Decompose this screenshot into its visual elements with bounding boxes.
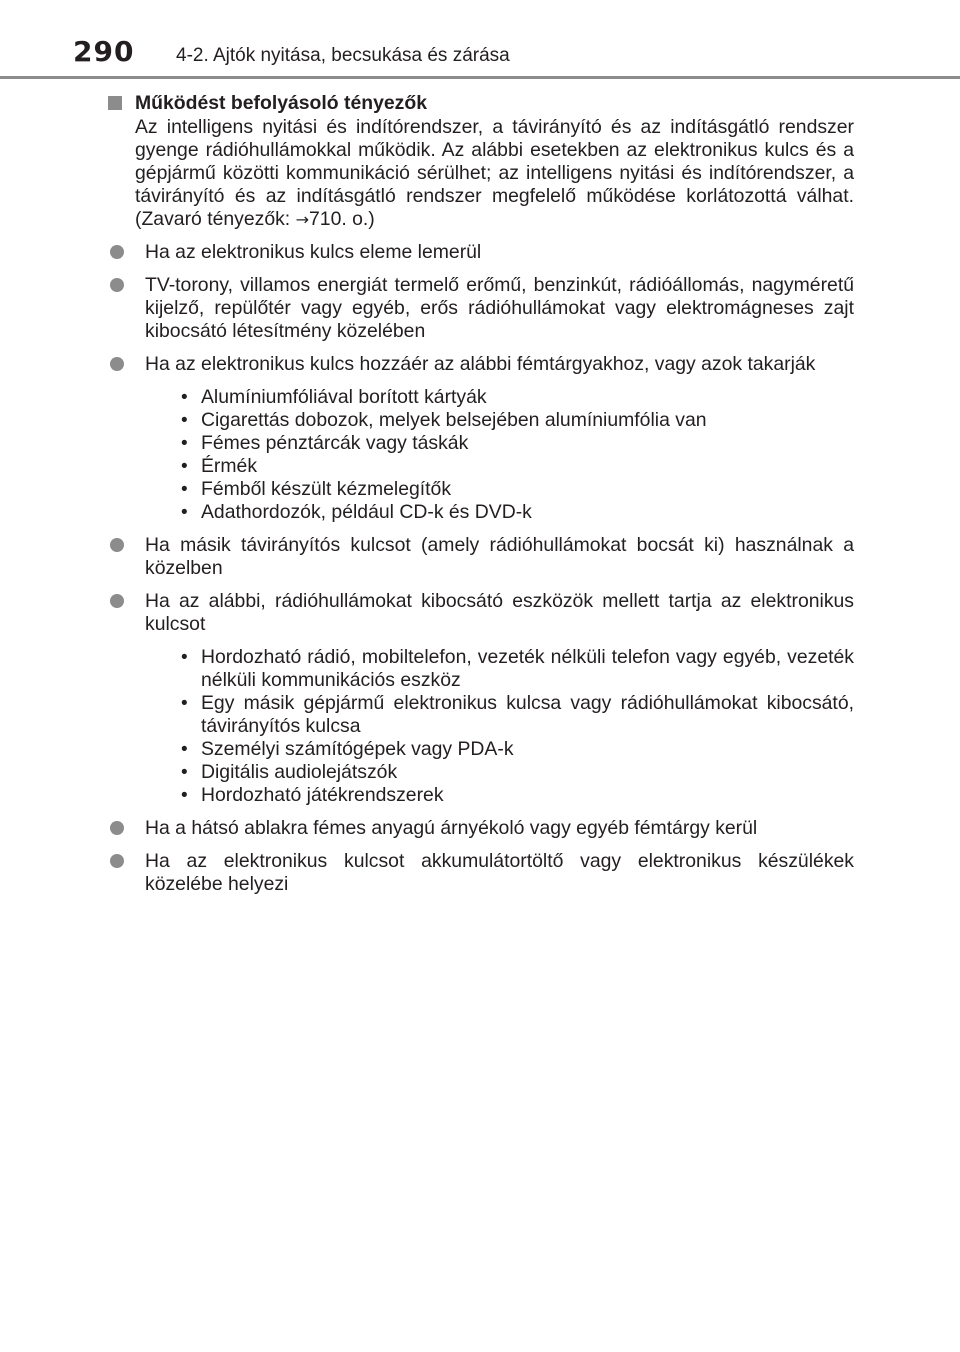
circle-bullet-icon [110,854,124,868]
sub-list-item [173,692,854,738]
sub-list-item [173,478,854,501]
list-item-text: Ha az elektronikus kulcs eleme lemerül [145,241,482,263]
reference-page: 710. o.) [309,208,375,230]
dot-bullet-icon: • [181,693,188,714]
sub-list-item [173,409,854,432]
intro-text: Az intelligens nyitási és indítórendszer, a távirányító és az indításgátló rendszer gyenge rádióhullámokkal működik. Az alábbi esetekben az elektronikus kulcs és a gépjármű közötti kommunikáció sérülhet; az intelligens nyitási és indítórendszer, a távirányító és az indításgátló rendszer megfelelő működése korlátozottá válhat. (Zavaró tényezők: [135,116,854,230]
dot-bullet-icon: • [181,647,188,668]
metal-objects-list [145,386,854,524]
sub-list-item-text: Fémes pénztárcák vagy táskák [201,432,469,454]
sub-list-item-text: Digitális audiolejátszók [201,761,398,783]
dot-bullet-icon: • [181,762,188,783]
list-item-text: Ha az elektronikus kulcs hozzáér az alábbi fémtárgyakhoz, vagy azok takarják [145,353,816,375]
sub-list-item [173,784,854,807]
list-item-text: Ha másik távirányítós kulcsot (amely rádióhullámokat bocsát ki) használnak a közelben [145,534,854,579]
dot-bullet-icon: • [181,433,188,454]
dot-bullet-icon: • [181,479,188,500]
sub-list-item-text: Adathordozók, például CD-k és DVD-k [201,501,532,523]
sub-list-item-text: Cigarettás dobozok, melyek belsejében alumíniumfólia van [201,409,707,431]
sub-list-item-text: Fémből készült kézmelegítők [201,478,452,500]
list-item-text: Ha az elektronikus kulcsot akkumulátortöltő vagy elektronikus készülékek közelébe helyezi [145,850,854,895]
list-item-text: TV-torony, villamos energiát termelő erőmű, benzinkút, rádióállomás, nagyméretű kijelző, repülőtér vagy egyéb, erős rádióhullámokat vagy elektromágneses zajt kibocsátó létesítmény közelében [145,274,854,342]
condition-list [108,241,854,896]
dot-bullet-icon: • [181,456,188,477]
sub-list-item [173,455,854,478]
sub-list-item-text: Személyi számítógépek vagy PDA-k [201,738,514,760]
dot-bullet-icon: • [181,785,188,806]
header-divider [0,76,960,79]
sub-list-item-text: Érmék [201,455,258,477]
circle-bullet-icon [110,821,124,835]
dot-bullet-icon: • [181,739,188,760]
list-item-text: Ha a hátsó ablakra fémes anyagú árnyékoló vagy egyéb fémtárgy kerül [145,817,758,839]
dot-bullet-icon: • [181,502,188,523]
reference-arrow-icon: → [295,210,309,229]
circle-bullet-icon [110,538,124,552]
sub-list-item [173,501,854,524]
radio-devices-list [145,646,854,807]
list-item [108,353,854,524]
list-item [108,241,854,264]
sub-list-item-text: Egy másik gépjármű elektronikus kulcsa vagy rádióhullámokat kibocsátó, távirányítós kulcsa [201,692,854,737]
list-item [108,534,854,580]
sub-list-item [173,386,854,409]
list-item [108,274,854,343]
square-bullet-icon [108,96,122,110]
circle-bullet-icon [110,357,124,371]
circle-bullet-icon [110,245,124,259]
sub-list-item-text: Hordozható játékrendszerek [201,784,444,806]
section-heading [108,92,854,116]
page-number: 290 [73,35,135,68]
sub-list-item [173,432,854,455]
list-item [108,817,854,840]
intro-paragraph [108,116,854,231]
page-header [0,0,960,80]
circle-bullet-icon [110,278,124,292]
list-item [108,850,854,896]
dot-bullet-icon: • [181,410,188,431]
sub-list-item-text: Alumíniumfóliával borított kártyák [201,386,487,408]
sub-list-item [173,761,854,784]
chapter-title: 4-2. Ajtók nyitása, becsukása és zárása [176,45,510,66]
section-heading-text: Működést befolyásoló tényezők [135,92,427,114]
sub-list-item [173,738,854,761]
list-item [108,590,854,807]
dot-bullet-icon: • [181,387,188,408]
list-item-text: Ha az alábbi, rádióhullámokat kibocsátó eszközök mellett tartja az elektronikus kulcsot [145,590,854,635]
circle-bullet-icon [110,594,124,608]
sub-list-item-text: Hordozható rádió, mobiltelefon, vezeték nélküli telefon vagy egyéb, vezeték nélküli kommunikációs eszköz [201,646,854,691]
sub-list-item [173,646,854,692]
page-content [108,92,854,896]
